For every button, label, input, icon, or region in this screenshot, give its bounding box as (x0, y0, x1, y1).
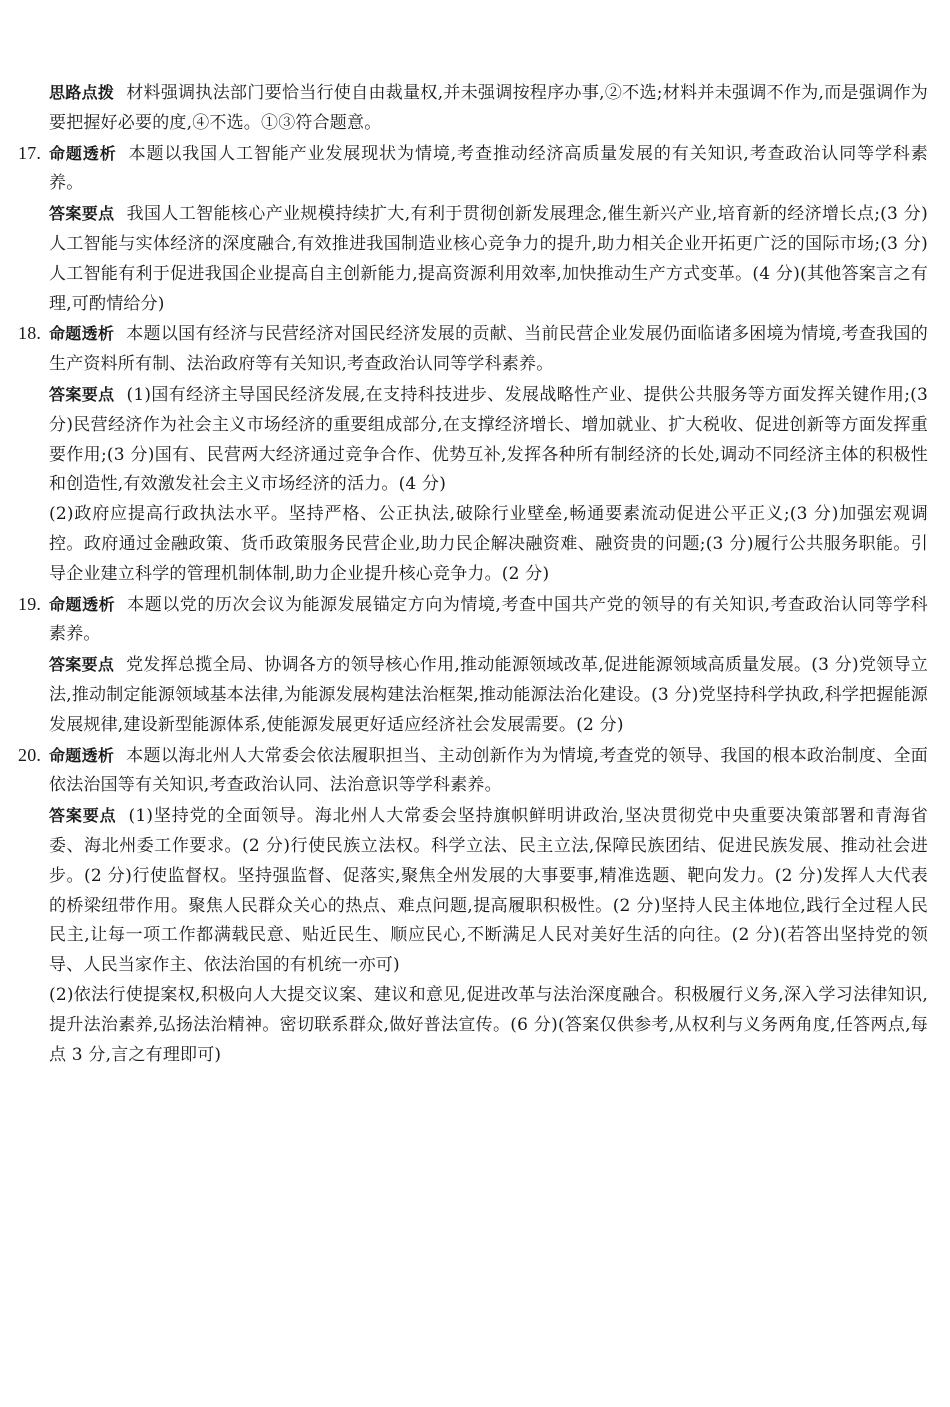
analysis-paragraph (49, 319, 928, 380)
question-18 (18, 319, 928, 589)
analysis-label: 命题透析 (49, 324, 115, 344)
answer-label: 答案要点 (49, 204, 115, 224)
answer-paragraph (49, 801, 928, 981)
analysis-text: 本题以党的历次会议为能源发展锚定方向为情境,考查中国共产党的领导的有关知识,考查政治认同等学科素养。 (49, 594, 928, 645)
hint-text: 材料强调执法部门要恰当行使自由裁量权,并未强调按程序办事,②不选;材料并未强调不作为,而是强调作为要把握好必要的度,④不选。①③符合题意。 (49, 83, 928, 133)
answer-paragraph (49, 380, 928, 500)
answer-paragraph-2 (49, 500, 928, 589)
hint-paragraph (49, 78, 928, 139)
analysis-text: 本题以我国人工智能产业发展现状为情境,考查推动经济高质量发展的有关知识,考查政治认同等学科素养。 (49, 143, 928, 194)
analysis-label: 命题透析 (49, 745, 115, 765)
answer-text: (1)国有经济主导国民经济发展,在支持科技进步、发展战略性产业、提供公共服务等方面发挥关键作用;(3 分)民营经济作为社会主义市场经济的重要组成部分,在支撑经济增长、增加就业、扩大税收、促进创新等方面发挥重要作用;(3 分)国有、民营两大经济通过竞争合作、优势互补,发挥各种所有制经济的长处,调动不同经济主体的积极性和创造性,有效激发社会主义市场经济的活力。(4 分) (49, 384, 928, 495)
answer-text: 我国人工智能核心产业规模持续扩大,有利于贯彻创新发展理念,催生新兴产业,培育新的经济增长点;(3 分)人工智能与实体经济的深度融合,有效推进我国制造业核心竞争力的提升,助力相关企业开拓更广泛的国际市场;(3 分)人工智能有利于促进我国企业提高自主创新能力,提高资源利用效率,加快推动生产方式变革。(4 分)(其他答案言之有理,可酌情给分) (49, 204, 928, 314)
answer-paragraph-2 (49, 981, 928, 1070)
answer-label: 答案要点 (49, 655, 115, 675)
answer-label: 答案要点 (49, 384, 115, 404)
analysis-paragraph (49, 139, 928, 200)
analysis-paragraph (49, 590, 928, 651)
analysis-label: 命题透析 (49, 143, 117, 163)
question-17 (18, 139, 928, 320)
answer-label: 答案要点 (49, 806, 117, 826)
question-19 (18, 590, 928, 741)
question-number: 20. (18, 744, 42, 765)
hint-label: 思路点拨 (49, 83, 115, 102)
answer-paragraph (49, 650, 928, 740)
analysis-paragraph (49, 741, 928, 802)
analysis-label: 命题透析 (49, 594, 116, 614)
question-number: 17. (18, 142, 42, 163)
question-20 (18, 741, 928, 1071)
answer-paragraph (49, 199, 928, 319)
question-number: 18. (18, 323, 42, 344)
answer-text: 党发挥总揽全局、协调各方的领导核心作用,推动能源领域改革,促进能源领域高质量发展。(3 分)党领导立法,推动制定能源领域基本法律,为能源发展构建法治框架,推动能源法治化建设。(3 分)党坚持科学执政,科学把握能源发展规律,建设新型能源体系,使能源发展更好适应经济社会发展需要。(2 分) (49, 655, 928, 735)
hint-block (22, 78, 928, 139)
answer-text: (2)政府应提高行政执法水平。坚持严格、公正执法,破除行业壁垒,畅通要素流动促进公平正义;(3 分)加强宏观调控。政府通过金融政策、货币政策服务民营企业,助力民企解决融资难、融资贵的问题;(3 分)履行公共服务职能。引导企业建立科学的管理机制体制,助力企业提升核心竞争力。(2 分) (49, 504, 928, 584)
answer-text: (2)依法行使提案权,积极向人大提交议案、建议和意见,促进改革与法治深度融合。积极履行义务,深入学习法律知识,提升法治素养,弘扬法治精神。密切联系群众,做好普法宣传。(6 分)(答案仅供参考,从权利与义务两角度,任答两点,每点 3 分,言之有理即可) (49, 984, 928, 1065)
analysis-text: 本题以海北州人大常委会依法履职担当、主动创新作为为情境,考查党的领导、我国的根本政治制度、全面依法治国等有关知识,考查政治认同、法治意识等学科素养。 (49, 745, 928, 796)
answer-text: (1)坚持党的全面领导。海北州人大常委会坚持旗帜鲜明讲政治,坚决贯彻党中央重要决策部署和青海省委、海北州委工作要求。(2 分)行使民族立法权。科学立法、民主立法,保障民族团结、促进民族发展、推动社会进步。(2 分)行使监督权。坚持强监督、促落实,聚焦全州发展的大事要事,精准选题、靶向发力。(2 分)发挥人大代表的桥梁纽带作用。聚焦人民群众关心的热点、难点问题,提高履职积极性。(2 分)坚持人民主体地位,践行全过程人民民主,让每一项工作都满载民意、贴近民生、顺应民心,不断满足人民对美好生活的向往。(2 分)(若答出坚持党的领导、人民当家作主、依法治国的有机统一亦可) (49, 806, 928, 976)
analysis-text: 本题以国有经济与民营经济对国民经济发展的贡献、当前民营企业发展仍面临诸多困境为情境,考查我国的生产资料所有制、法治政府等有关知识,考查政治认同等学科素养。 (49, 324, 928, 375)
question-number: 19. (18, 593, 42, 614)
